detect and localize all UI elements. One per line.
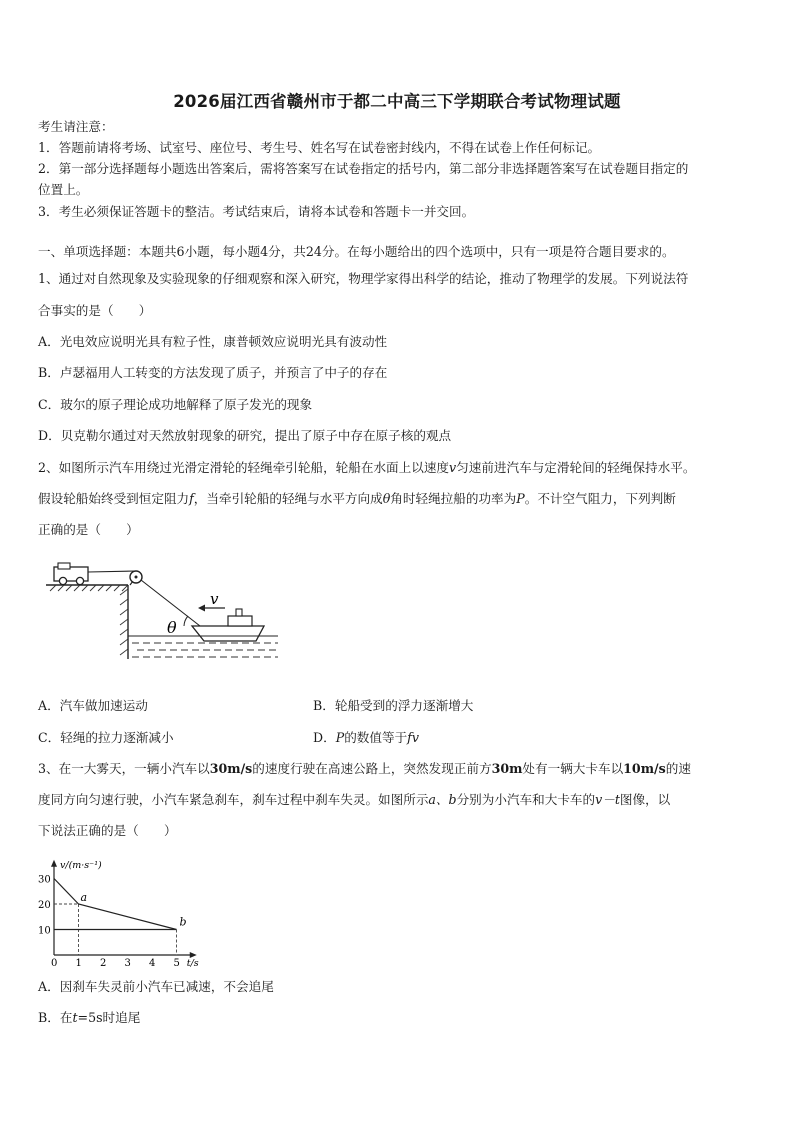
car-icon — [54, 563, 88, 585]
q2-stem-3: 正确的是（ ） — [38, 522, 139, 537]
q2-option-d: D．P的数值等于fv — [313, 730, 419, 745]
q2-option-b: B．轮船受到的浮力逐渐增大 — [313, 698, 474, 713]
q1-option-a: A．光电效应说明光具有粒子性，康普顿效应说明光具有波动性 — [38, 334, 388, 349]
q1-option-c: C．玻尔的原子理论成功地解释了原子发光的现象 — [38, 397, 313, 412]
y-axis-label: v/(m·s⁻¹) — [60, 859, 102, 871]
q3-option-b: B．在t=5s时追尾 — [38, 1010, 141, 1025]
notice-item-2: 2．第一部分选择题每小题选出答案后，需将答案写在试卷指定的括号内，第二部分非选择题答案写在试卷题目指定的 — [38, 161, 689, 176]
x-tick-label: 1 — [75, 958, 82, 967]
vt-chart — [34, 845, 214, 967]
series-line-a — [54, 879, 177, 930]
section1-heading: 一、单项选择题：本题共6小题，每小题4分，共24分。在每小题给出的四个选项中，只有一项是符合题目要求的。 — [38, 244, 675, 259]
q3-stem-3: 下说法正确的是（ ） — [38, 823, 177, 838]
notice-item-3: 3．考生必须保证答题卡的整洁。考试结束后，请将本试卷和答题卡一并交回。 — [38, 204, 475, 219]
x-tick-label: 4 — [149, 958, 156, 967]
q3-stem-1: 3、在一大雾天，一辆小汽车以30m/s的速度行驶在高速公路上，突然发现正前方30m处有一辆大卡车以10m/s的速 — [38, 761, 691, 776]
y-tick-label: 20 — [38, 900, 51, 911]
q2-stem-2: 假设轮船始终受到恒定阻力f，当牵引轮船的轻绳与水平方向成θ角时轻绳拉船的功率为P。不计空气阻力，下列判断 — [38, 491, 676, 506]
svg-text:v: v — [210, 590, 219, 608]
series-label-a: a — [80, 891, 88, 904]
x-tick-label: 3 — [124, 958, 131, 967]
y-tick-label: 30 — [38, 874, 51, 886]
q1-stem-1: 1、通过对自然现象及实验现象的仔细观察和深入研究，物理学家得出科学的结论，推动了物理学的发展。下列说法符 — [38, 271, 689, 286]
q2-option-a: A．汽车做加速运动 — [38, 698, 148, 713]
q2-stem-1: 2、如图所示汽车用绕过光滑定滑轮的轻绳牵引轮船，轮船在水面上以速度v匀速前进汽车与定滑轮间的轻绳保持水平。 — [38, 460, 696, 475]
y-tick-label: 10 — [38, 925, 51, 937]
q1-option-b: B．卢瑟福用人工转变的方法发现了质子，并预言了中子的存在 — [38, 365, 388, 380]
x-axis-label: t/s — [186, 958, 199, 967]
q1-stem-2: 合事实的是（ ） — [38, 303, 152, 318]
notice-item-1: 1．答题前请将考场、试室号、座位号、考生号、姓名写在试卷密封线内，不得在试卷上作任何标记。 — [38, 140, 601, 155]
y-axis-arrow — [51, 860, 57, 867]
notice-item-2-cont: 位置上。 — [38, 182, 89, 197]
q2-option-c: C．轻绳的拉力逐渐减小 — [38, 730, 174, 745]
x-tick-label: 5 — [173, 958, 180, 967]
series-label-b: b — [179, 915, 187, 929]
q3-option-a: A．因刹车失灵前小汽车已减速，不会追尾 — [38, 979, 274, 994]
q1-option-d: D．贝克勒尔通过对天然放射现象的研究，提出了原子中存在原子核的观点 — [38, 428, 452, 443]
page-title: 2026届江西省赣州市于都二中高三下学期联合考试物理试题 — [173, 92, 621, 111]
svg-text:θ: θ — [167, 618, 177, 637]
x-tick-label: 0 — [51, 958, 58, 967]
x-tick-label: 2 — [100, 958, 107, 967]
notice-heading: 考生请注意： — [38, 119, 114, 134]
car-boat-figure — [42, 555, 282, 675]
q3-stem-2: 度同方向匀速行驶，小汽车紧急刹车，刹车过程中刹车失灵。如图所示a、b分别为小汽车和大卡车的v－t图像，以 — [38, 792, 671, 807]
